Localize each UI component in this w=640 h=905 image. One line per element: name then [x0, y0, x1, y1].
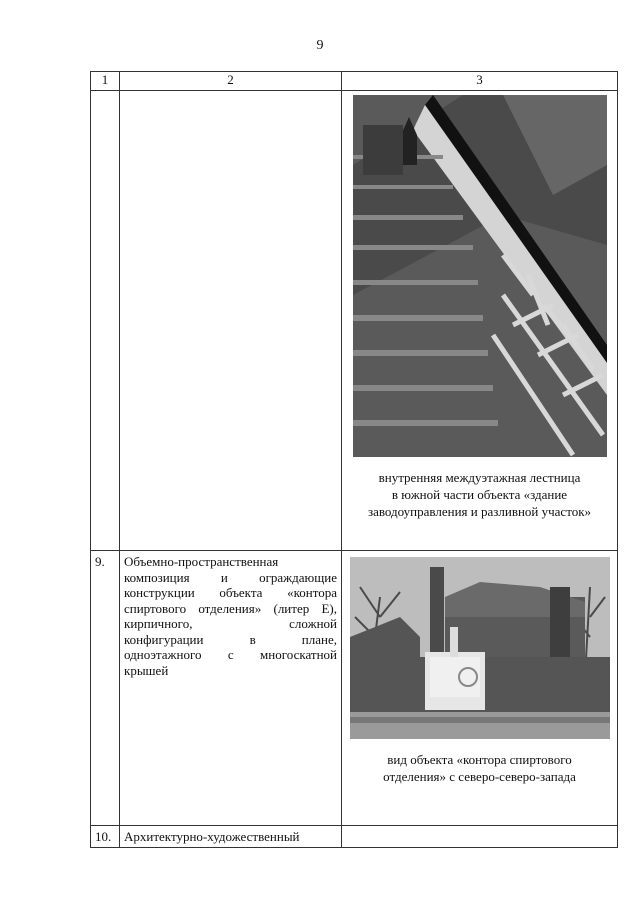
description-line: конфигурации в плане, — [124, 631, 337, 647]
photo-caption — [342, 469, 617, 520]
column-header-2: 2 — [120, 72, 342, 91]
column-header-1: 1 — [91, 72, 120, 91]
row-description — [120, 91, 342, 551]
row-number: 9. — [91, 551, 120, 826]
caption-line: внутренняя междуэтажная лестница — [378, 470, 581, 485]
caption-line: заводоуправления и разливной участок» — [367, 504, 592, 519]
description-line: Объемно-пространственная — [124, 554, 279, 569]
photo-caption — [342, 751, 617, 785]
caption-line: вид объекта «контора спиртового — [387, 752, 572, 767]
staircase-photo — [353, 95, 607, 457]
table-row — [91, 91, 618, 551]
photo-cell — [342, 91, 618, 551]
page-number: 9 — [316, 38, 324, 53]
row-number: 10. — [91, 826, 120, 848]
row-description — [120, 826, 342, 848]
description-line: Архитектурно-художественный — [124, 829, 300, 844]
description-line: спиртового отделения» (литер Е), — [124, 600, 337, 616]
description-line: крышей — [124, 662, 169, 678]
row-description — [120, 551, 342, 826]
description-line: кирпичного, сложной — [124, 616, 337, 631]
caption-line: в южной части объекта «здание — [391, 487, 568, 502]
description-line: одноэтажного с многоскатной — [124, 647, 337, 662]
building-photo — [350, 557, 610, 739]
objects-table — [90, 71, 618, 848]
description-line: композиция и ограждающие — [124, 569, 337, 585]
description-line: конструкции объекта «контора — [124, 585, 337, 600]
caption-line: отделения» с северо-северо-запада — [383, 769, 576, 784]
column-header-3: 3 — [342, 72, 618, 91]
table-row — [91, 826, 618, 848]
photo-cell — [342, 826, 618, 848]
photo-cell — [342, 551, 618, 826]
row-number — [91, 91, 120, 551]
table-header-row — [91, 72, 618, 91]
table-row — [91, 551, 618, 826]
